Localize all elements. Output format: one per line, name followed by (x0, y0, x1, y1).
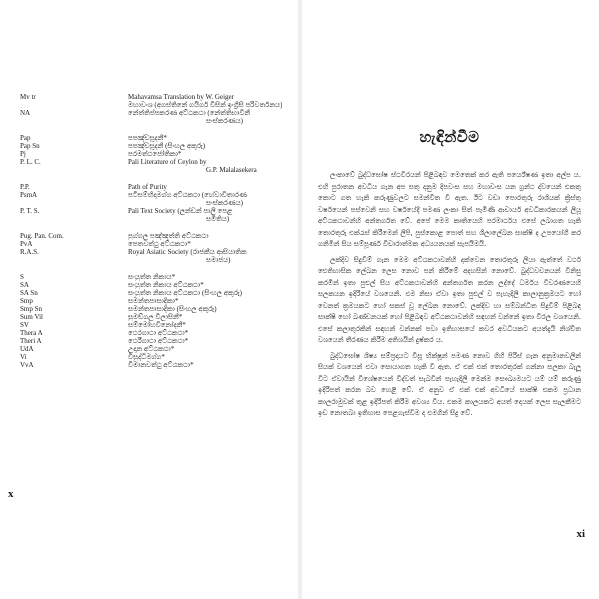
abbreviation-meaning: මහාවංශ (අගස්තිනේ ගයිගර් විසින් ඉංග්‍රීසි පරිවර්තනය) (128, 101, 282, 109)
abbreviation-row (20, 256, 282, 264)
abbreviation-meaning: පපඤ්චසූදනී* (128, 134, 167, 142)
abbreviation-meaning: සමාජය) (206, 256, 231, 264)
abbreviation-row (20, 183, 282, 191)
abbreviation-row (20, 207, 282, 215)
abbreviation-row (20, 329, 282, 337)
abbreviation-meaning: Pali Literature of Ceylon by (128, 158, 207, 166)
abbreviation-code: Pug. Pan. Com. (20, 232, 64, 240)
abbreviation-row (20, 248, 282, 256)
abbreviation-row (20, 158, 282, 166)
abbreviation-code: PsmA (20, 191, 38, 199)
abbreviation-meaning: පුග්ගල පඤ්ඤත්ති අට්ඨකථා (128, 232, 209, 240)
abbreviation-code: Thera A (20, 329, 43, 337)
abbreviation-meaning: සම්මෝහවිනෝදනී* (128, 321, 186, 329)
abbreviation-meaning: විමානවත්ථු අට්ඨකථා* (128, 361, 194, 369)
abbreviation-code: Theri A (20, 337, 42, 345)
abbreviation-row (20, 297, 282, 305)
abbreviation-meaning: නේත්තිප්පකරණ අට්ඨකථා (නේත්තිභාවිනී (128, 109, 251, 117)
abbreviation-code: PvA (20, 240, 33, 248)
abbreviation-row (20, 281, 282, 289)
abbreviation-row (20, 273, 282, 281)
abbreviation-meaning: පරමත්ථජෝතිකා* (128, 150, 182, 158)
abbreviation-code: P. L. C. (20, 158, 41, 166)
abbreviation-list (20, 93, 282, 369)
abbreviation-row (20, 240, 282, 248)
abbreviation-row (20, 321, 282, 329)
abbreviation-row (20, 232, 282, 240)
abbreviation-code: P. T. S. (20, 207, 40, 215)
abbreviation-code: Smp Sn (20, 305, 42, 313)
abbreviation-code: Pj (20, 150, 26, 158)
abbreviation-meaning: ථෙරීගාථා අට්ඨකථා* (128, 337, 189, 345)
abbreviation-row (20, 215, 282, 223)
preface-body (318, 170, 581, 424)
preface-paragraph: ලංකාවේ බුද්ධඝෝෂ ස්ථවිරයන් පිළිබඳව මෙතෙක් කර ඇති පර්යේෂණ ඉතා අල්ප ය. එහි පුරාතන අවධිය ගැන අප සතු දනුම දිපවංස සහ මහාවංස යන ග්‍රන්ථ ද්වයෙන් එකතු කොට ගත හැකි කරුණුවලට සමන්විත වී ඇත. ඊට වඩා පොරතුරු රාශියක් ක්‍රිස්තු වර්ෂයෙන් පස්වෙනි සහ වර්ෂයේදී පමණ ලංකා සිත් පැමිණි ආචාර්ය අවධිකාරකයන් ලියූ අට්ඨකථාවන්හි අන්තර්ගත වේ. අපේ මෙම කෘතියෙහි පරමාර්ථය එසේ ලබාගත හැකි තොරතුරු එක්රැස් කිරීමෙන් ලිපි, පුස්කොළ පොත් සහ ශිලාලේඛන සාක්ෂි ද උපයෝගී කර ගනිමින් සිය සම්පූර්ණ විචාරාත්මක අධ්‍යයනයක් සැපයීමයි. (318, 171, 581, 248)
abbreviation-code: Smp (20, 297, 33, 305)
abbreviation-meaning: සමිතිය) (206, 215, 230, 223)
abbreviation-row (20, 109, 282, 117)
abbreviation-code: Sum Vil (20, 313, 43, 321)
abbreviation-code: SA (20, 281, 29, 289)
abbreviation-meaning: සංයුත්ත නිකාය අට්ඨකථා* (128, 281, 204, 289)
abbreviation-code: NA (20, 109, 31, 117)
abbreviation-meaning: විසුද්ධිමග්ග* (128, 353, 165, 361)
abbreviation-row (20, 166, 282, 174)
abbreviation-row (20, 361, 282, 369)
abbreviation-meaning: සංස්කරණය) (206, 117, 243, 125)
abbreviation-row (20, 337, 282, 345)
abbreviation-code: Vi (20, 353, 27, 361)
abbreviation-meaning: G.P. Malalasekera (206, 166, 257, 174)
abbreviation-row (20, 93, 282, 101)
page-number-left: x (8, 488, 14, 500)
abbreviation-row (20, 289, 282, 297)
abbreviation-meaning: Mahavamsa Translation by W. Geiger (128, 93, 234, 101)
abbreviation-row (20, 134, 282, 142)
abbreviation-row (20, 305, 282, 313)
abbreviation-row (20, 353, 282, 361)
abbreviation-meaning: Pali Text Society (ලන්ඩන් පාලි පෙළ (128, 207, 233, 215)
abbreviation-meaning: උදාන අට්ඨකථා* (128, 345, 175, 353)
abbreviation-meaning: සමන්තපාසාදිකා* (128, 297, 179, 305)
abbreviation-code: Mv tr (20, 93, 36, 101)
abbreviation-row (20, 101, 282, 109)
abbreviation-code: VvA (20, 361, 34, 369)
abbreviation-meaning: පටිසම්භිදාමග්ග අට්ඨකථා (හේවාවිතාරණ (128, 191, 247, 199)
abbreviation-meaning: පපඤ්චසූදනී (සිංහල අකුරු) (128, 142, 206, 150)
abbreviation-code: P.P. (20, 183, 30, 191)
abbreviation-meaning: සුමඞ්ගල විලාසිනී* (128, 313, 183, 321)
right-page (300, 0, 599, 599)
abbreviation-row (20, 142, 282, 150)
abbreviation-meaning: සංයුත්ත නිකාය* (128, 273, 176, 281)
preface-paragraph: බුද්ධඝෝෂ ශිෂ්‍ය සම්ප්‍රදායට විසූ භික්ෂූන් පමණ නොව ගිහි පිරිස් ගැන අනුමානවලින් සියක් වශයෙන් එවා සොයාගත හැකි වී ඇත. ඒ එක් එක් තොරතුරක් ගන්නා සලකා බැලූ විට ඒවායින් විශේෂයෙන් විද්වත් සැබවින් පැහැදිලි මෙන්ම සෞඛ්‍යමයට යම් යම් කරුණු ඉදිරිපත් කරන බව හෙළි වේ. ඒ අනුව ඒ එක් එක් අවධියේ සාක්ෂි එකම ප්‍රධාන කාලරාමුවක් තුළ ඉදිරිපත් කිරීම අවශ්‍ය විය. එකම කාලයකට අයත් දෙයක් ලෙස සැලකීමට ඉඩ නොතබා ඉතිහාස පෙළගැස්වීම ද එමගින් සිදු වේ. (318, 351, 581, 417)
abbreviation-code: S (20, 273, 24, 281)
abbreviation-code: R.A.S. (20, 248, 39, 256)
abbreviation-row (20, 313, 282, 321)
abbreviation-row (20, 345, 282, 353)
abbreviation-code: SV (20, 321, 29, 329)
abbreviation-meaning: ථෙරගාථා අට්ඨකථා* (128, 329, 189, 337)
abbreviation-meaning: Path of Purity (128, 183, 167, 191)
abbreviation-code: Pap Sn (20, 142, 40, 150)
abbreviation-meaning: පෙතවත්ථු අට්ඨකථා* (128, 240, 191, 248)
abbreviation-meaning: සංස්කරණය) (206, 199, 243, 207)
abbreviation-meaning: සංයුත්ත නිකාය අට්ඨකථා (සිංහල අකුරු) (128, 289, 242, 297)
abbreviation-code: UdA (20, 345, 34, 353)
abbreviation-row (20, 150, 282, 158)
abbreviation-row (20, 117, 282, 125)
preface-title: හැඳින්වීම (419, 128, 480, 146)
abbreviation-code: SA Sn (20, 289, 38, 297)
abbreviation-row (20, 199, 282, 207)
abbreviation-meaning: සමන්තපාසාදිකා (සිංහල අකුරු) (128, 305, 217, 313)
preface-paragraph: ලක්දිව සිදුවීම් ගැන මෙම අට්ඨකථාවන්හි දක්වෙන තොරතුරු ලියා ඇත්තේ වර්ථ ඓතිහාසික ලේඛන ලෙස නොව පන් කිරීමේ අදහසින් නොවේ. බුද්ධවචනයන් විනිසු කරමින් ඉතා පුළුල් සිය අට්ඨකථාවන්හි අන්තර්ගත කරන ලද්දේ ධර්මය විවරණයෙහි සලකයන ඉදිරියේ වශයෙනි. එම නිසා ඒවා ඉතා පුළුල් ව පැහැදිලි කාලානුක්‍රමයට හෝ වෙනත් ක්‍රමයකට හෝ සකස් වූ ලේඛන නොවේ. ලක්දිව හා සම්බන්ධිත සිදුවීම් පිළිබඳ සාක්ෂි හෝ ඛණ්ඩනයක් හෝ පිළිබඳව අට්ඨකථාවන්හි සඳහන් වන්නේ ඉතා විරල වශයෙනි. එසේ කලාතුරකින් සඳහන් වන්නක් පවා ඉතිහාසයේ කවර අවධියකට අයත්දැයි නිශ්චිත වශයෙන් තීරණය කිරීම අතිශයින් දුෂ්කර ය. (318, 255, 581, 344)
page-number-right: xi (576, 528, 585, 540)
abbreviation-meaning: Royal Asiatic Society (රාජකීය ආසියාතික (128, 248, 247, 256)
abbreviation-code: Pap (20, 134, 31, 142)
abbreviation-row (20, 191, 282, 199)
